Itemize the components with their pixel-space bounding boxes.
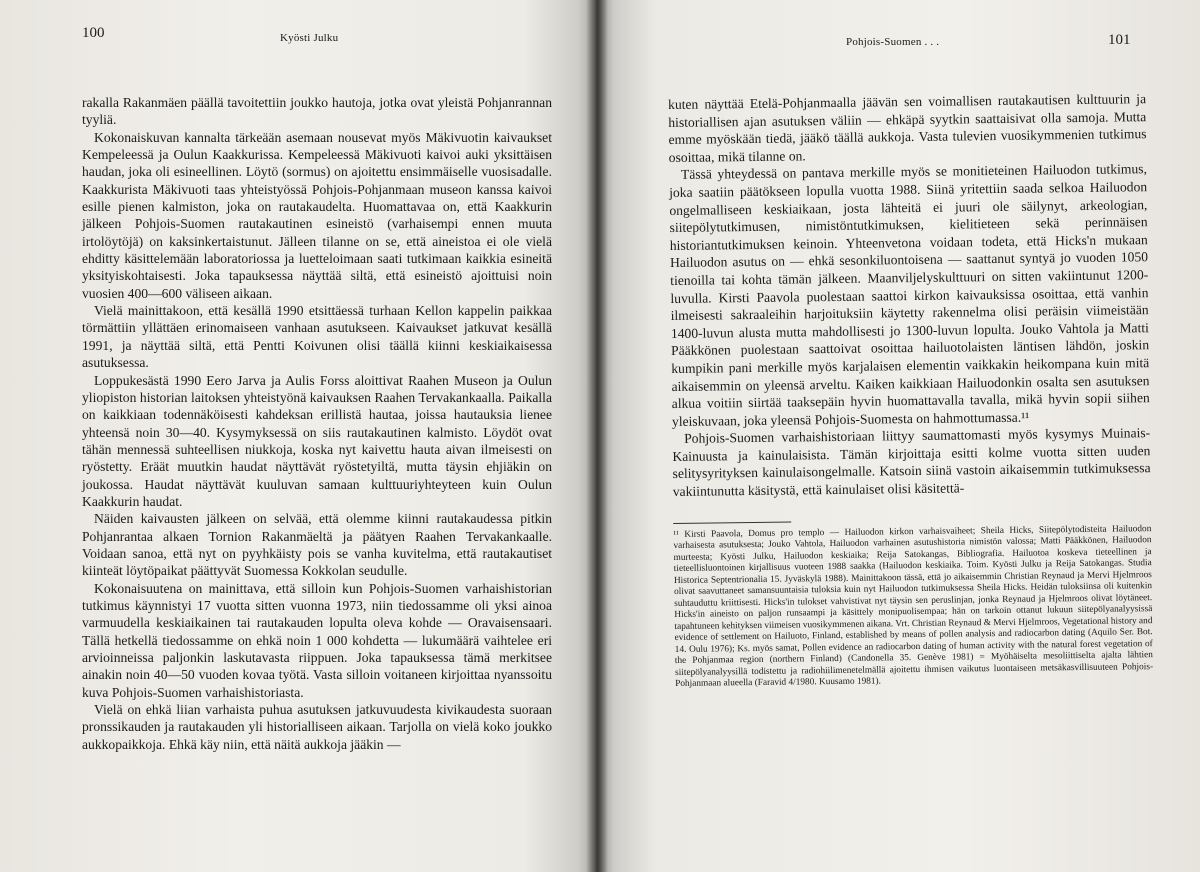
paragraph: Loppukesästä 1990 Eero Jarva ja Aulis Forss aloittivat Raahen Museon ja Oulun yliopiston historian laitoksen yhteistyönä kaivauksen Raahen Tervakankaalla. Paikalla on kaikkiaan todennäköisesti kahdeksan erillistä hautaa, joissa hautauksia lienee yhteensä noin 30—40. Kysymyksessä on siis rautakautinen kalmisto. Löydöt ovat tähän mennessä suhteellisen niukkoja, koska nyt kaivettu hauta aivan ilmeisesti on ryöstetty. Eräät muutkin haudat näyttävät ryöstetyiltä, mutta täysin ehjiäkin on joukossa. Haudat näyttävät kuuluvan samaan kulttuuriyhteyteen kuin Oulun Kaakkurin haudat. — [82, 372, 552, 509]
left-page — [0, 0, 596, 872]
paragraph: Näiden kaivausten jälkeen on selvää, että olemme kiinni rautakaudessa pitkin Pohjanrantaa alkaen Tornion Rakanmäeltä ja päätyen Raahen Tervakankaalle. Voidaan sanoa, että nyt on pyyhkäisty pois se vanha kuvitelma, että rautakautiset kiinteät löytöpaikat päättyvät Suomessa Kokkolan seudulle. — [82, 511, 552, 579]
body-text — [82, 94, 552, 753]
book-gutter-shadow — [586, 0, 608, 872]
paragraph: Kokonaiskuvan kannalta tärkeään asemaan nousevat myös Mäkivuotin kaivaukset Kempeleessä ja Oulun Kaakkurissa. Kempeleessä Mäkivuoti kaivoi auki yksittäisen haudan, joka oli esineellinen. Löytö (sormus) on ajoitettu ensimmäiselle vuosisadalle. Kaakkurista Mäkivuoti taas yhteistyössä Pohjois-Pohjanmaan museon kanssa kaivoi esille pienen kalmiston, joka on rautakaudelta. Huomattavaa on, että Kaakkurin jälkeen Pohjois-Suomen rautakautinen esineistö (varhaisempi ennen muuta irtolöytöjä) on kaksinkertaistunut. Jälleen tilanne on se, että aineistoa ei ole vielä ehditty käsittelemään laboratoriossa ja luetteloimaan saati tutkimaan kaikkia esineitä yksityiskohtaisesti. Joka tapauksessa näyttää siltä, että esineistö ajoittuisi noin vuosien 400—600 väliseen aikaan. — [82, 129, 552, 301]
paragraph: Kokonaisuutena on mainittava, että silloin kun Pohjois-Suomen varhaishistorian tutkimus käynnistyi 17 vuotta sitten vuonna 1973, niin tiedossamme oli yksi ainoa varmuudella keskiaikainen tai rautakauden lopulta oleva kohde — Oravaisensaari. Tällä hetkellä tiedossamme on ehkä noin 1 000 kohdetta — lukumäärä vaihtelee eri arvioinneissa paljonkin laskutavasta riippuen. Joka tapauksessa tämä merkitsee ainakin noin 40—50 vuoden kovaa työtä. Vasta silloin voitaneen kirjoittaa nyanssoitu kuva Pohjois-Suomen varhaishistoriasta. — [82, 580, 552, 700]
page-number: 101 — [1108, 32, 1131, 48]
page-number: 100 — [82, 25, 105, 41]
paragraph: Pohjois-Suomen varhaishistoriaan liittyy saumattomasti myös kysymys Muinais-Kainuusta ja kainulaisista. Tämän kirjoittaja esitti kolme vuotta sitten uuden selitysyrityksen kainulaisongelmalle. Katsoin siinä vastoin aikaisemmin tutkimuksessa vakiintunutta käsitystä, että kainulaiset olisi käsitettä- — [672, 425, 1151, 500]
right-page — [596, 0, 1200, 872]
paragraph: Tässä yhteydessä on pantava merkille myös se monitieteinen Hailuodon tutkimus, joka saatiin päätökseen lopulla vuotta 1988. Siinä yritettiin saada selkoa Hailuodon ongelmalliseen keskiaikaan, josta lähteitä ei juuri ole säilynyt, arkeologian, siitepölytutkimusen, nimistöntutkimuksen, kielitieteen sekä perinnäisen historiantutkimuksen keinoin. Yhteenvetona voidaan todeta, että Hicks'n mukaan Hailuodon asutus on — ehkä sesonkiluontoisena — saattanut syntyä jo vuoden 1050 tienoilla tai kohta tämän jälkeen. Maanviljelyskulttuuri on sitten vakiintunut 1200-luvulla. Kirsti Paavola puolestaan saattoi kirkon kaivauksissa osoittaa, että vanhin ilmeisesti sakraaleihin harjoituksiin käytetty rakennelma olisi peräisin viimeistään 1400-luvun alusta mutta mahdollisesti jo 1300-luvun lopulta. Jouko Vahtola ja Matti Pääkkönen puolestaan saattoivat osoittaa hailuotolaisten läntisen lähdön, joskin kumpikin pani merkille myös karjalaisen elementin vaikkakin heikompana kuin mitä aikaisemmin on yleensä arveltu. Kaiken kaikkiaan Hailuodonkin osalta sen asutuksen alkua voitiin siirtää taaksepäin hyvin huomattavalla tavalla, mikä hyvin sopii siihen yleiskuvaan, joka yleensä Pohjois-Suomesta on hahmottumassa.¹¹ — [669, 161, 1150, 429]
footnote: ¹¹ Kirsti Paavola, Domus pro templo — Hailuodon kirkon varhaisvaiheet; Sheila Hicks, Siitepölytodisteita Hailuodon varhaisesta asutuksesta; Jouko Vahtola, Hailuodon varhainen asutushistoria nimistön valossa; Matti Pääkkönen, Hailuodon murteesta; Kyösti Julku, Hailuodon keskiaika; Reija Satokangas, Bibliografia. Hailuotoa koskeva tieteellinen ja tieteellisluontoinen kirjallisuus vuoteen 1988 saakka (Hailuodon keskiaika. Toim. Kyösti Julku ja Reija Satokangas. Studia Historica Septentrionalia 15. Jyväskylä 1988). Mainittakoon tässä, että jo aikaisemmin Christian Reynaud ja Mervi Hjelmroos olivat saavuttaneet samansuuntaisia tuloksia kuin nyt Hailuodon tutkimuksessa Sheila Hicks. Heidän tuloksiinsa oli kuitenkin suhtauduttu kriittisesti. Hicks'in tulokset vahvistivat nyt täysin sen peruslinjan, jonka Reynaud ja Hjelmroos olivat löytäneet. Hicks'in aineisto on paljon runsaampi ja käsittely monipuolisempaa; hän on tarkoin ottanut lukuun siitepölyanalyysissä tapahtuneen kehityksen viimeisen vuosikymmenen aikana. Vrt. Christian Reynaud & Mervi Hjelmroos, Vegetational history and evidence of settlement on Hailuoto, Finland, established by means of pollen analysis and radiocarbon dating (Aquilo Ser. Bot. 14. Oulu 1976); Ks. myös samat, Pollen evidence an radiocarbon dating of human activity with the natural forest vegetation of the Pohjanmaa region (northern Finland) (Candonella 35. Genève 1981) = Myöhäiselta mesoliittiselta ajalta lähtien siitepölyanalyysillä todistettu ja radiohiilimenetelmällä ajoitettu ihmisen vaikutus luontaiseen metsäkasvillisuuteen Pohjois-Pohjanmaan alueella (Faravid 4/1980. Kuusamo 1981). — [673, 523, 1154, 690]
paragraph: Vielä mainittakoon, että kesällä 1990 etsittäessä turhaan Kellon kappelin paikkaa törmättiin yllättäen erinomaiseen vanhaan asutukseen. Kaivaukset jatkuvat kesällä 1991, ja näyttää siltä, että Pentti Koivunen olisi täällä kiinni keskiaikaisessa asutuksessa. — [82, 303, 552, 371]
body-text — [668, 90, 1153, 690]
running-head: Pohjois-Suomen . . . — [846, 36, 940, 48]
paragraph: rakalla Rakanmäen päällä tavoitettiin joukko hautoja, jotka ovat yleistä Pohjanrannan tyyliä. — [82, 95, 552, 128]
footnote-divider — [673, 521, 791, 523]
paragraph: Vielä on ehkä liian varhaista puhua asutuksen jatkuvuudesta kivikaudesta suoraan pronssikauden ja rautakauden yli historialliseen aikaan. Tarjolla on vielä koko joukko aukkopaikkoja. Ehkä käy niin, että näitä aukkoja jääkin — — [82, 702, 552, 752]
paragraph: kuten näyttää Etelä-Pohjanmaalla jäävän sen voimallisen rautakautisen kulttuurin ja historiallisen ajan asutuksen väliin — ehkäpä syytkin saattaisivat olla samoja. Mutta emme myöskään tiedä, jääkö täällä aukkoja. Vasta tulevien vuosikymmenien tutkimus osoittaa, mikä tilanne on. — [668, 91, 1147, 165]
running-head: Kyösti Julku — [280, 32, 339, 44]
